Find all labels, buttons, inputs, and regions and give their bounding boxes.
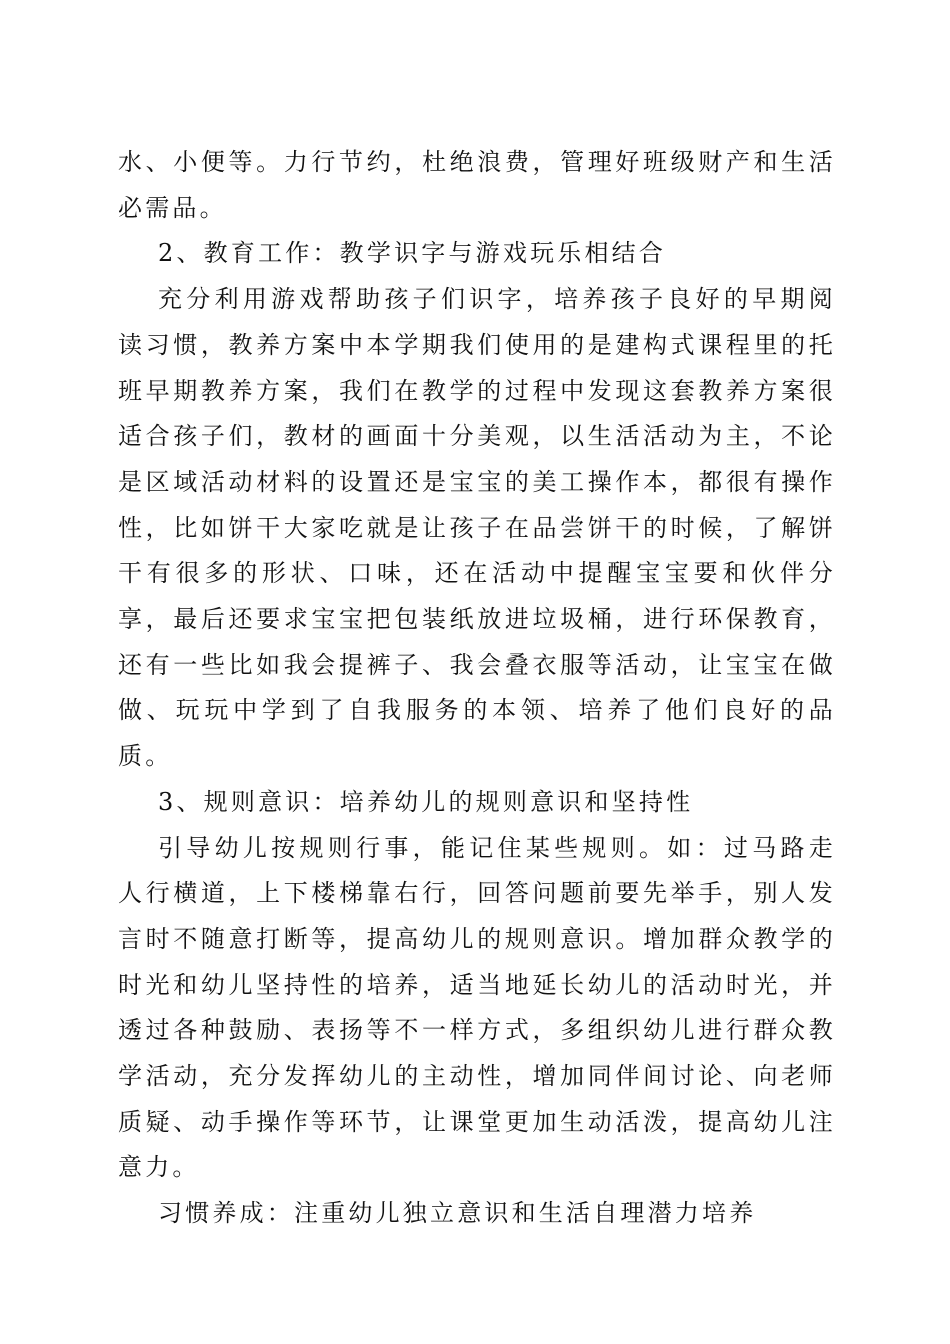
paragraph-continuation: 水、小便等。力行节约，杜绝浪费，管理好班级财产和生活必需品。 xyxy=(118,148,836,222)
document-body xyxy=(118,140,836,1237)
section-heading-habits: 习惯养成：注重幼儿独立意识和生活自理潜力培养 xyxy=(158,1199,757,1228)
section-heading-rules: 3、规则意识：培养幼儿的规则意识和坚持性 xyxy=(158,787,694,816)
section-heading-education: 2、教育工作：教学识字与游戏玩乐相结合 xyxy=(158,239,667,268)
paragraph-rules: 引导幼儿按规则行事，能记住某些规则。如：过马路走人行横道，上下楼梯靠右行，回答问题前要先举手，别人发言时不随意打断等，提高幼儿的规则意识。增加群众教学的时光和幼儿坚持性的培养，适当地延长幼儿的活动时光，并透过各种鼓励、表扬等不一样方式，多组织幼儿进行群众教学活动，充分发挥幼儿的主动性，增加同伴间讨论、向老师质疑、动手操作等环节，让课堂更加生动活泼，提高幼儿注意力。 xyxy=(118,833,836,1182)
paragraph-education: 充分利用游戏帮助孩子们识字，培养孩子良好的早期阅读习惯，教养方案中本学期我们使用的是建构式课程里的托班早期教养方案，我们在教学的过程中发现这套教养方案很适合孩子们，教材的画面十分美观，以生活活动为主，不论是区域活动材料的设置还是宝宝的美工操作本，都很有操作性，比如饼干大家吃就是让孩子在品尝饼干的时候，了解饼干有很多的形状、口味，还在活动中提醒宝宝要和伙伴分享，最后还要求宝宝把包装纸放进垃圾桶，进行环保教育，还有一些比如我会提裤子、我会叠衣服等活动，让宝宝在做做、玩玩中学到了自我服务的本领、培养了他们良好的品质。 xyxy=(118,285,836,771)
